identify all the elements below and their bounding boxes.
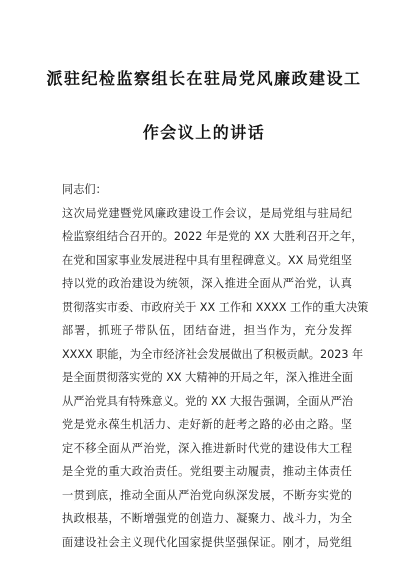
body-line: XXXX 职能，为全市经济社会发展做出了积极贡献。2023 年 <box>62 347 364 361</box>
body-line: 这次局党建暨党风廉政建设工作会议，是局党组与驻局纪 <box>62 206 352 220</box>
body-line: 一贯到底，推动全面从严治党向纵深发展，不断夯实党的 <box>62 488 352 502</box>
speech-body <box>62 178 369 554</box>
body-line: 定不移全面从严治党，深入推进新时代党的建设伟大工程 <box>62 441 352 455</box>
document-title-line-2: 作会议上的讲话 <box>142 123 266 142</box>
body-line: 执政根基，不断增强党的创造力、凝聚力、战斗力，为全 <box>62 512 352 525</box>
body-line: 面建设社会主义现代化国家提供坚强保证。刚才，局党组 <box>62 535 352 549</box>
body-line: 是全党的重大政治责任。党组要主动履责，推动主体责任 <box>62 465 352 478</box>
body-line: 检监察组结合召开的。2022 年是党的 XX 大胜利召开之年， <box>62 230 363 243</box>
body-line: 从严治党具有特殊意义。党的 XX 大报告强调，全面从严治 <box>62 394 353 408</box>
body-line: 党是党永葆生机活力、走好新的赶考之路的必由之路。坚 <box>62 418 352 431</box>
body-line: 持以党的政治建设为统领，深入推进全面从严治党，认真 <box>62 277 352 290</box>
body-line: 在党和国家事业发展进程中具有里程碑意义。XX 局党组坚 <box>62 253 352 267</box>
body-line: 贯彻落实市委、市政府关于 XX 工作和 XXXX 工作的重大决策 <box>62 300 369 314</box>
body-line: 部署，抓班子带队伍，团结奋进，担当作为，充分发挥 <box>62 324 352 337</box>
document-title-line-1: 派驻纪检监察组长在驻局党风廉政建设工 <box>46 69 362 88</box>
greeting: 同志们： <box>62 183 107 196</box>
body-line: 是全面贯彻落实党的 XX 大精神的开局之年，深入推进全面 <box>62 371 353 384</box>
